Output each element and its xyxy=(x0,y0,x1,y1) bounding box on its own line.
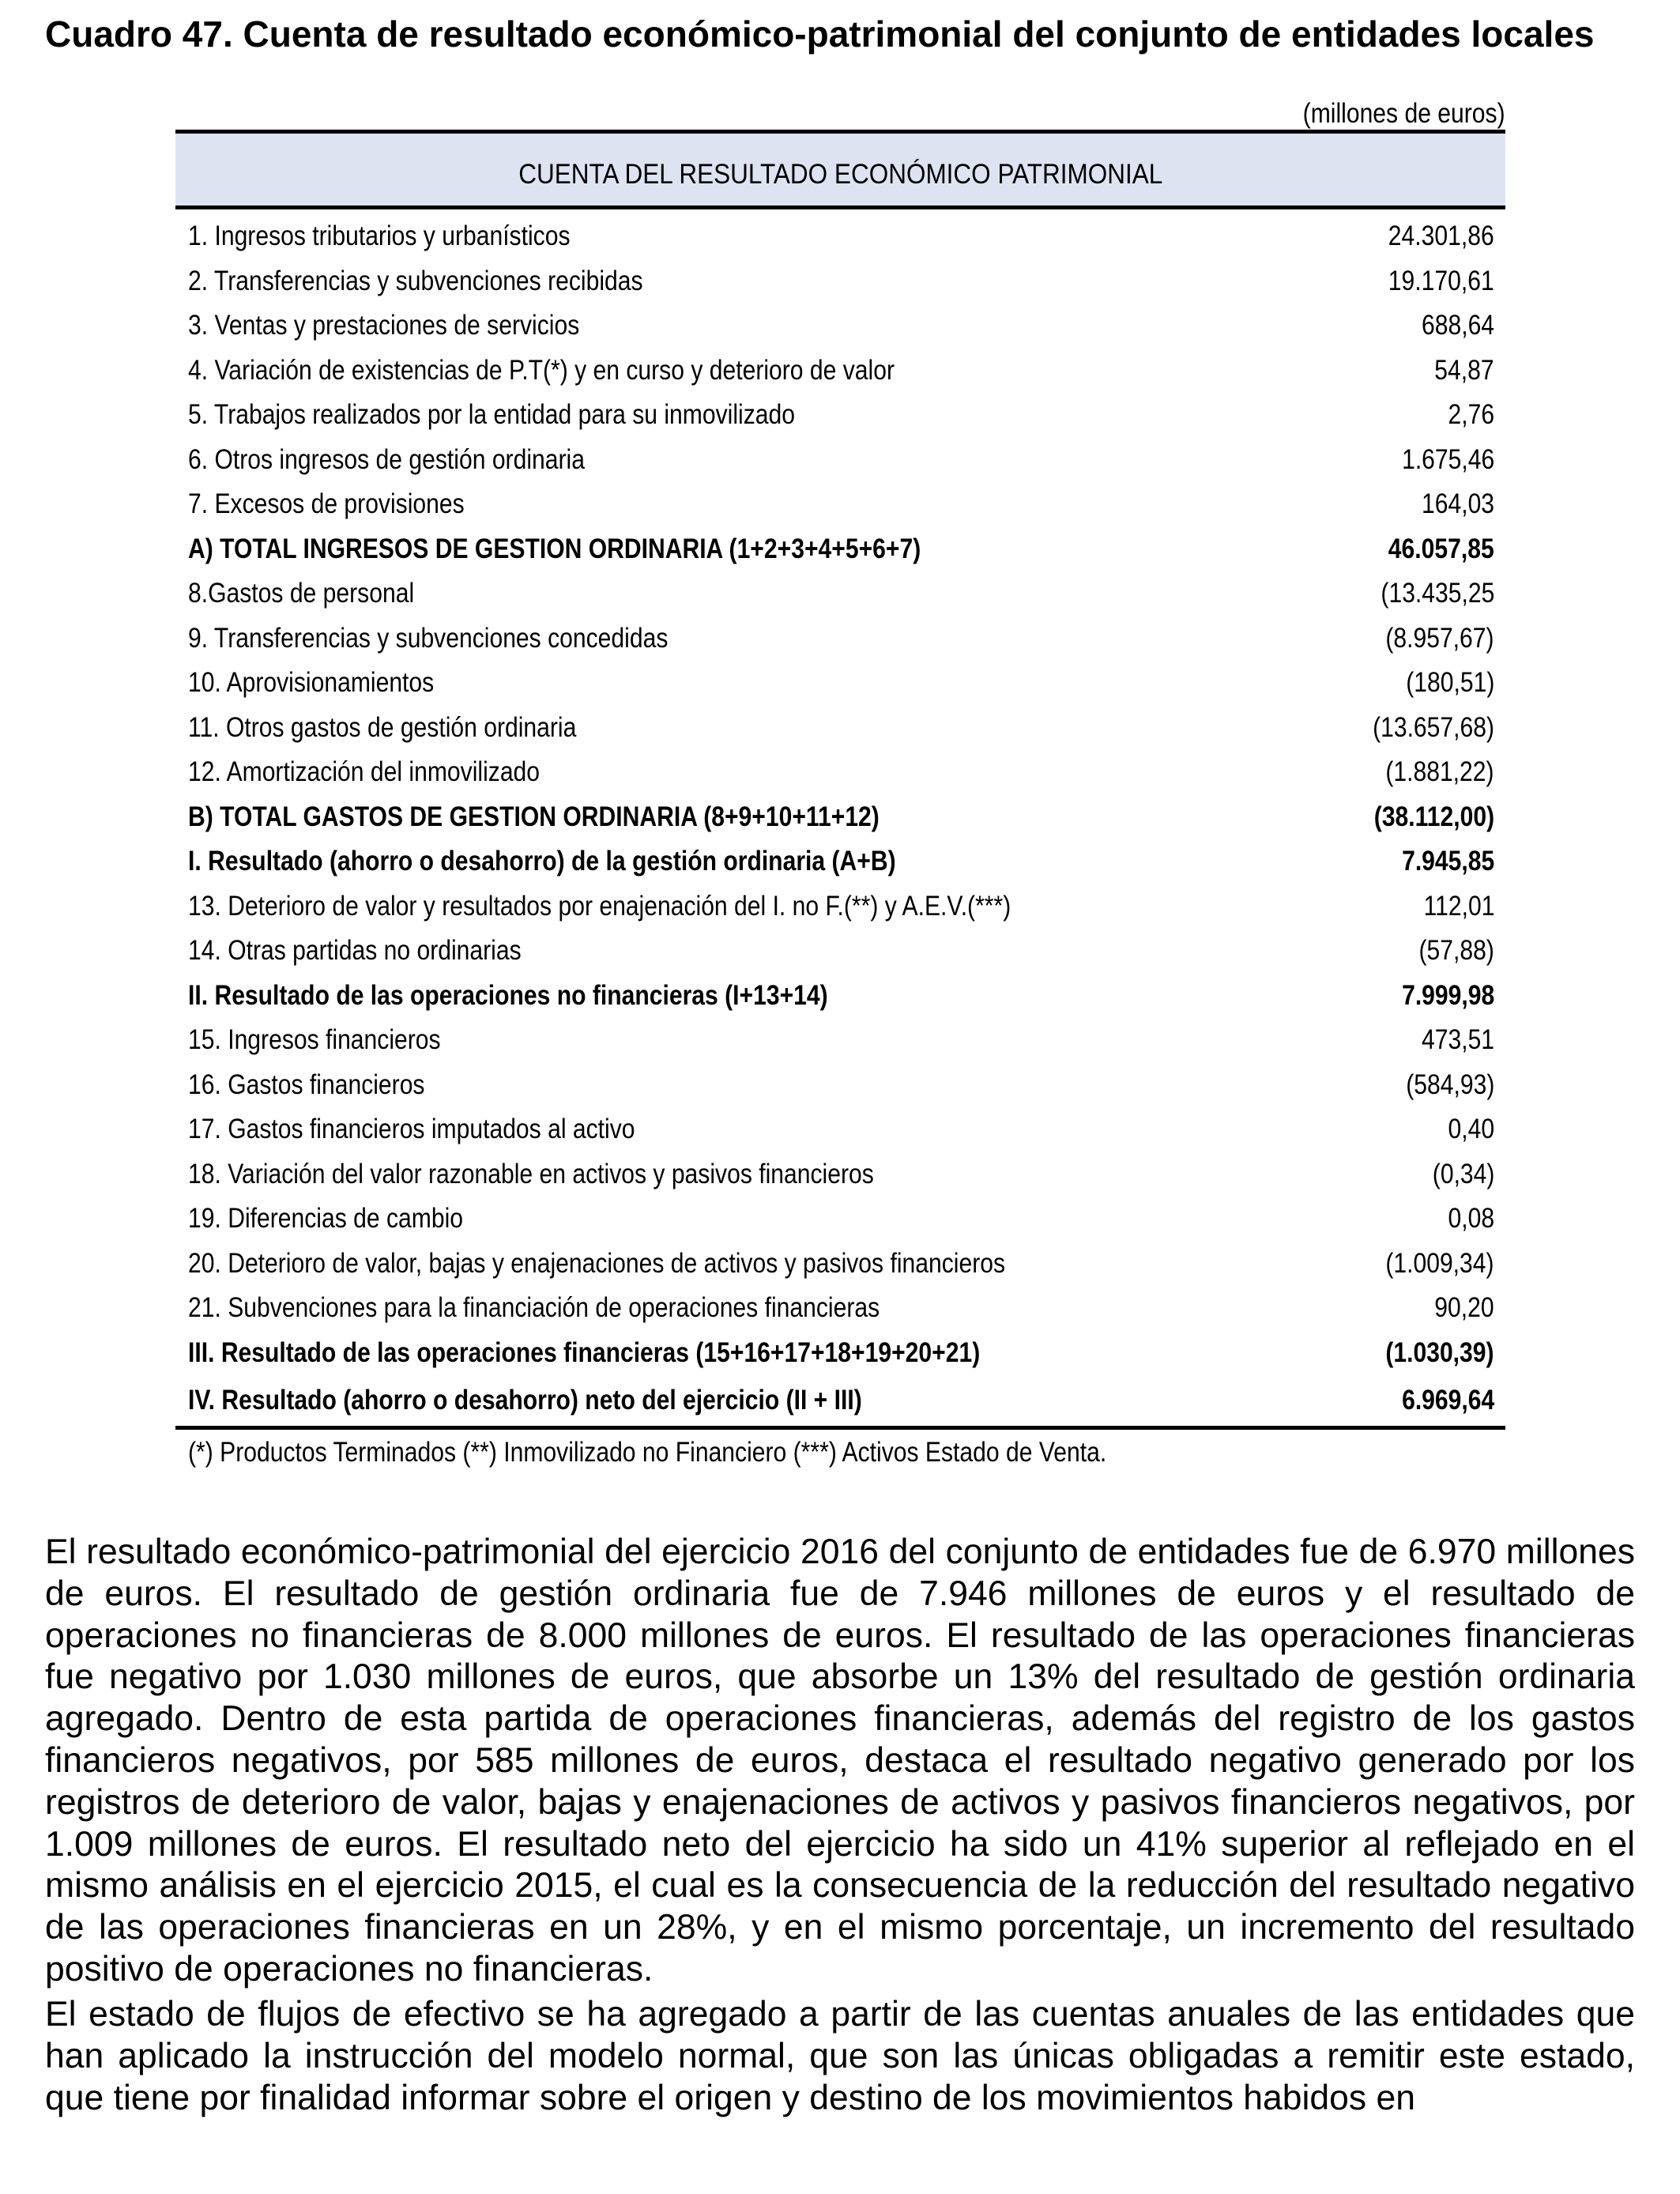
row-value: 6.969,64 xyxy=(1401,1385,1494,1416)
row-value: 7.945,85 xyxy=(1401,846,1494,877)
table-row xyxy=(175,929,1505,974)
row-label: 20. Deterioro de valor, bajas y enajenaciones de activos y pasivos financieros xyxy=(188,1247,1006,1279)
table-row xyxy=(175,259,1505,304)
row-value: (1.881,22) xyxy=(1385,756,1494,788)
row-value: 0,08 xyxy=(1448,1203,1494,1235)
table-footnote xyxy=(175,1430,1505,1476)
row-value: (1.030,39) xyxy=(1385,1336,1494,1368)
table-row xyxy=(175,661,1505,706)
body-paragraph-1: El resultado económico-patrimonial del ejercicio 2016 del conjunto de entidades fue de 6.970 millones de euros. El resultado de gestión ordinaria fue de 7.946 millones de euros y el resultado de operaciones no financieras de 8.000 millones de euros. El resultado de las operaciones financieras fue negativo por 1.030 millones de euros, que absorbe un 13% del resultado de gestión ordinaria agregado. Dentro de esta partida de operaciones financieras, además del registro de los gastos financieros negativos, por 585 millones de euros, destaca el resultado negativo generado por los registros de deterioro de valor, bajas y enajenaciones de activos y pasivos financieros negativos, por 1.009 millones de euros. El resultado neto del ejercicio ha sido un 41% superior al reflejado en el mismo análisis en el ejercicio 2015, el cual es la consecuencia de la reducción del resultado negativo de las operaciones financieras en un 28%, y en el mismo porcentaje, un incremento del resultado positivo de operaciones no financieras. xyxy=(45,1532,1635,1989)
row-value: 688,64 xyxy=(1421,310,1494,341)
table-row xyxy=(175,1197,1505,1242)
row-label: IV. Resultado (ahorro o desahorro) neto del ejercicio (II + III) xyxy=(188,1385,862,1416)
row-label: 21. Subvenciones para la financiación de operaciones financieras xyxy=(188,1292,880,1324)
table-row xyxy=(175,349,1505,394)
table-row xyxy=(175,750,1505,795)
table-row-total xyxy=(175,527,1505,572)
row-label: 7. Excesos de provisiones xyxy=(188,488,465,520)
row-label: 6. Otros ingresos de gestión ordinaria xyxy=(188,443,585,475)
table-row xyxy=(175,571,1505,616)
row-value: 7.999,98 xyxy=(1401,979,1494,1011)
row-label: I. Resultado (ahorro o desahorro) de la gestión ordinaria (A+B) xyxy=(188,846,896,877)
row-label: 17. Gastos financieros imputados al activo xyxy=(188,1114,635,1145)
row-label: 9. Transferencias y subvenciones concedidas xyxy=(188,622,669,654)
row-value: 54,87 xyxy=(1434,354,1494,386)
row-label: 18. Variación del valor razonable en activos y pasivos financieros xyxy=(188,1158,874,1189)
table-row xyxy=(175,214,1505,259)
table-row xyxy=(175,1063,1505,1108)
table-row xyxy=(175,1242,1505,1287)
results-table xyxy=(175,130,1505,1476)
body-paragraph-2: El estado de flujos de efectivo se ha agregado a partir de las cuentas anuales de las entidades que han aplicado la instrucción del modelo normal, que son las únicas obligadas a remitir este estado, que tiene por finalidad informar sobre el origen y destino de los movimientos habidos en xyxy=(45,1995,1635,2117)
table-row xyxy=(175,1152,1505,1197)
table-row xyxy=(175,1286,1505,1331)
row-value: (584,93) xyxy=(1405,1069,1494,1100)
table-row-total xyxy=(175,1375,1505,1430)
row-label: 19. Diferencias de cambio xyxy=(188,1203,464,1235)
row-value: (0,34) xyxy=(1432,1158,1494,1189)
row-value: 24.301,86 xyxy=(1388,221,1494,252)
table-row-total xyxy=(175,795,1505,840)
table-row xyxy=(175,1107,1505,1152)
row-value: 19.170,61 xyxy=(1388,265,1494,296)
row-value: 2,76 xyxy=(1448,399,1494,431)
row-label: 3. Ventas y prestaciones de servicios xyxy=(188,310,580,341)
row-label: 8.Gastos de personal xyxy=(188,578,415,609)
row-value: 164,03 xyxy=(1421,488,1494,520)
table-row xyxy=(175,303,1505,349)
row-label: A) TOTAL INGRESOS DE GESTION ORDINARIA (1+2+3+4+5+6+7) xyxy=(188,533,921,564)
row-value: (13.435,25 xyxy=(1381,578,1494,609)
row-label: 11. Otros gastos de gestión ordinaria xyxy=(188,711,577,743)
table-row-total xyxy=(175,839,1505,884)
row-value: 0,40 xyxy=(1448,1114,1494,1145)
table-row xyxy=(175,1018,1505,1063)
table-header-label: CUENTA DEL RESULTADO ECONÓMICO PATRIMONIAL xyxy=(518,158,1163,190)
row-value: (8.957,67) xyxy=(1385,622,1494,654)
table-row-total xyxy=(175,1331,1505,1376)
table-header xyxy=(175,130,1505,209)
row-label: 5. Trabajos realizados por la entidad para su inmovilizado xyxy=(188,399,795,431)
row-value: 46.057,85 xyxy=(1388,533,1494,564)
row-value: 112,01 xyxy=(1423,890,1494,922)
table-row-total xyxy=(175,974,1505,1019)
row-label: III. Resultado de las operaciones financieras (15+16+17+18+19+20+21) xyxy=(188,1336,981,1368)
table-row xyxy=(175,438,1505,483)
row-label: 2. Transferencias y subvenciones recibidas xyxy=(188,265,643,296)
table-row xyxy=(175,482,1505,527)
row-value: 90,20 xyxy=(1434,1292,1494,1324)
row-value: (180,51) xyxy=(1405,667,1494,699)
row-label: 12. Amortización del inmovilizado xyxy=(188,756,541,788)
page-title: Cuadro 47. Cuenta de resultado económico-patrimonial del conjunto de entidades locales xyxy=(45,13,1595,55)
table-body xyxy=(175,214,1505,1430)
table-row xyxy=(175,393,1505,438)
row-label: 14. Otras partidas no ordinarias xyxy=(188,935,522,967)
table-footnote-text: (*) Productos Terminados (**) Inmovilizado no Financiero (***) Activos Estado de Venta. xyxy=(188,1437,1107,1468)
row-label: 10. Aprovisionamientos xyxy=(188,667,435,699)
table-row xyxy=(175,884,1505,929)
row-value: 473,51 xyxy=(1421,1024,1494,1056)
units-note: (millones de euros) xyxy=(1303,98,1505,129)
row-value: (13.657,68) xyxy=(1373,711,1494,743)
row-value: (38.112,00) xyxy=(1373,801,1494,832)
row-value: 1.675,46 xyxy=(1401,443,1494,475)
row-label: 16. Gastos financieros xyxy=(188,1069,425,1100)
row-label: 1. Ingresos tributarios y urbanísticos xyxy=(188,221,571,252)
row-label: 15. Ingresos financieros xyxy=(188,1024,441,1056)
row-label: 13. Deterioro de valor y resultados por enajenación del I. no F.(**) y A.E.V.(***) xyxy=(188,890,1011,922)
table-row xyxy=(175,616,1505,662)
table-row xyxy=(175,706,1505,751)
row-label: B) TOTAL GASTOS DE GESTION ORDINARIA (8+9+10+11+12) xyxy=(188,801,880,832)
row-value: (1.009,34) xyxy=(1385,1247,1494,1279)
row-label: II. Resultado de las operaciones no financieras (I+13+14) xyxy=(188,979,828,1011)
row-value: (57,88) xyxy=(1418,935,1494,967)
row-label: 4. Variación de existencias de P.T(*) y en curso y deterioro de valor xyxy=(188,354,895,386)
